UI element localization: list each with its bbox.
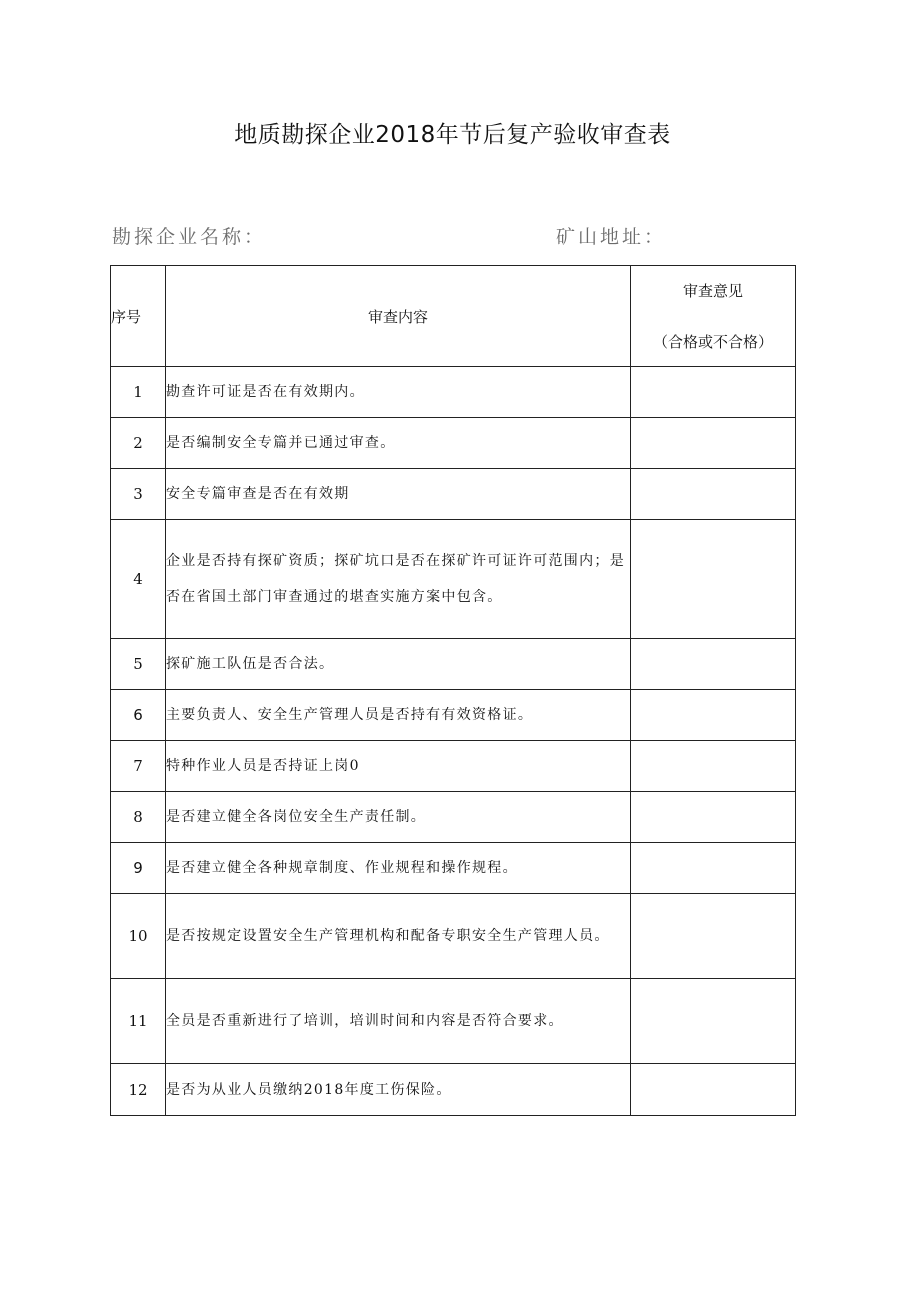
row-number: 7: [111, 741, 166, 792]
row-content: 全员是否重新进行了培训，培训时间和内容是否符合要求。: [166, 979, 631, 1064]
row-opinion-cell[interactable]: [631, 894, 796, 979]
table-row: [111, 979, 796, 1064]
row-content: 是否建立健全各岗位安全生产责任制。: [166, 792, 631, 843]
table-row: [111, 894, 796, 979]
row-content: 主要负责人、安全生产管理人员是否持有有效资格证。: [166, 690, 631, 741]
table-row: [111, 639, 796, 690]
row-opinion-cell[interactable]: [631, 741, 796, 792]
row-number: 4: [111, 520, 166, 639]
row-number: 10: [111, 894, 166, 979]
row-opinion-cell[interactable]: [631, 469, 796, 520]
table-row: [111, 1064, 796, 1116]
row-opinion-cell[interactable]: [631, 639, 796, 690]
header-opinion-note: （合格或不合格）: [652, 333, 773, 351]
table-row: [111, 469, 796, 520]
row-content: 安全专篇审查是否在有效期: [166, 469, 631, 520]
row-number: 6: [111, 690, 166, 741]
row-number: 1: [111, 367, 166, 418]
row-opinion-cell[interactable]: [631, 1064, 796, 1116]
table-row: [111, 520, 796, 639]
header-opinion: [631, 266, 796, 367]
row-number: 12: [111, 1064, 166, 1116]
row-content: 企业是否持有探矿资质；探矿坑口是否在探矿许可证许可范围内；是否在省国土部门审查通过的堪查实施方案中包含。: [166, 520, 631, 639]
row-content: 是否建立健全各种规章制度、作业规程和操作规程。: [166, 843, 631, 894]
row-number: 9: [111, 843, 166, 894]
header-content: 审查内容: [166, 266, 631, 367]
company-name-label: 勘探企业名称：: [112, 226, 267, 248]
row-content: 是否编制安全专篇并已通过审查。: [166, 418, 631, 469]
table-header-row: [111, 266, 796, 367]
table-row: [111, 843, 796, 894]
table-row: [111, 741, 796, 792]
row-opinion-cell[interactable]: [631, 418, 796, 469]
row-opinion-cell[interactable]: [631, 367, 796, 418]
row-number: 2: [111, 418, 166, 469]
row-number: 5: [111, 639, 166, 690]
table-row: [111, 367, 796, 418]
row-content: 特种作业人员是否持证上岗0: [166, 741, 631, 792]
document-title: 地质勘探企业2018年节后复产验收审查表: [234, 122, 671, 148]
row-number: 11: [111, 979, 166, 1064]
row-content: 探矿施工队伍是否合法。: [166, 639, 631, 690]
row-number: 8: [111, 792, 166, 843]
row-opinion-cell[interactable]: [631, 843, 796, 894]
table-row: [111, 418, 796, 469]
row-opinion-cell[interactable]: [631, 690, 796, 741]
row-content: 是否为从业人员缴纳2018年度工伤保险。: [166, 1064, 631, 1116]
row-content: 勘查许可证是否在有效期内。: [166, 367, 631, 418]
row-number: 3: [111, 469, 166, 520]
row-opinion-cell[interactable]: [631, 520, 796, 639]
table-row: [111, 792, 796, 843]
row-opinion-cell[interactable]: [631, 792, 796, 843]
row-opinion-cell[interactable]: [631, 979, 796, 1064]
header-opinion-title: 审查意见: [682, 282, 743, 300]
review-table: [110, 265, 796, 1116]
mine-address-label: 矿山地址：: [556, 226, 667, 248]
header-number: 序号: [111, 266, 166, 367]
table-row: [111, 690, 796, 741]
row-content: 是否按规定设置安全生产管理机构和配备专职安全生产管理人员。: [166, 894, 631, 979]
